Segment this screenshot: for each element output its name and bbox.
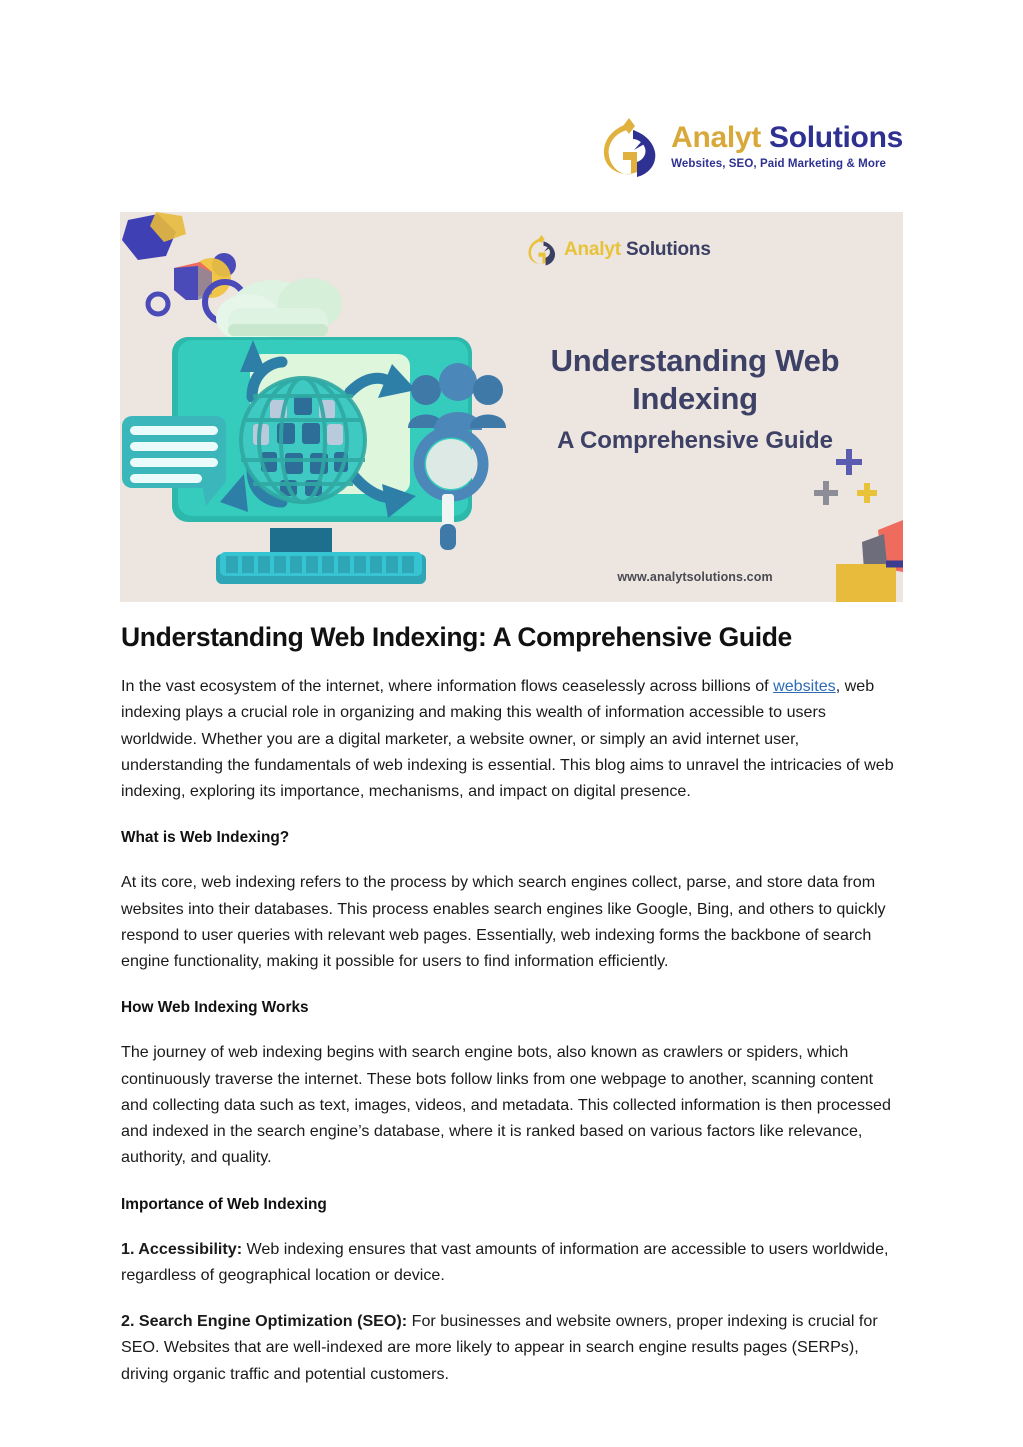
intro-paragraph: [121, 673, 903, 804]
banner-subheading: A Comprehensive Guide: [557, 426, 833, 454]
intro-text-part2: , web indexing plays a crucial role in organizing and making this wealth of information accessible to users worldwide. Whether you are a digital marketer, a website owner, or simply an avid internet user, understanding the fundamentals of web indexing is essential. This blog aims to unravel the intricacies of web indexing, exploring its importance, mechanisms, and impact on digital presence.: [121, 677, 894, 801]
importance-item-label: 2. Search Engine Optimization (SEO):: [121, 1312, 408, 1331]
section-body-how-web-indexing-works: The journey of web indexing begins with search engine bots, also known as crawlers or spiders, which continuously traverse the internet. These bots follow links from one webpage to another, scanning content and collecting data such as text, images, videos, and metadata. This collected information is then processed and indexed in the search engine’s database, where it is ranked based on various factors like relevance, authority, and quality.: [121, 1043, 891, 1167]
logo-title: [671, 123, 903, 153]
banner-heading-block: [510, 342, 880, 456]
article-body: [121, 622, 903, 1387]
importance-item-seo: [121, 1308, 903, 1387]
page-header-logo: [603, 116, 903, 178]
banner-logo: [528, 234, 711, 266]
banner-website-url: www.analytsolutions.com: [617, 570, 773, 584]
section-heading-what-is-web-indexing: What is Web Indexing?: [121, 829, 290, 847]
banner-logo-second: Solutions: [625, 239, 711, 260]
websites-link[interactable]: websites: [773, 677, 836, 696]
banner-logo-first: Analyt: [564, 239, 626, 260]
logo-tagline: Websites, SEO, Paid Marketing & More: [671, 158, 887, 171]
importance-item-body: Web indexing ensures that vast amounts of information are accessible to users worldwide, regardless of geographical location or device.: [121, 1239, 889, 1284]
logo-title-second: Solutions: [769, 121, 903, 155]
analyt-solutions-logo-icon: [528, 234, 558, 266]
importance-item-label: 1. Accessibility:: [121, 1239, 243, 1258]
section-body-what-is-web-indexing: At its core, web indexing refers to the process by which search engines collect, parse, and store data from websites into their databases. This process enables search engines like Google, Bing, and others to quickly respond to user queries with relevant web pages. Essentially, web indexing forms the backbone of search engine functionality, making it possible for users to find information efficiently.: [121, 873, 886, 971]
analyt-solutions-logo-icon: [603, 116, 661, 178]
banner-logo-text: [564, 239, 711, 261]
page-title: Understanding Web Indexing: A Comprehensive Guide: [121, 622, 792, 652]
intro-text-part1: In the vast ecosystem of the internet, where information flows ceaselessly across billions of: [121, 677, 774, 696]
importance-item-body: For businesses and website owners, proper indexing is crucial for SEO. Websites that are well-indexed are more likely to appear in search engine results pages (SERPs), driving organic traffic and potential customers.: [121, 1312, 878, 1383]
globe-icon: [241, 378, 365, 502]
logo-wordmark: [671, 123, 903, 171]
banner-heading-line1: Understanding Web: [550, 343, 840, 378]
section-heading-importance-of-web-indexing: Importance of Web Indexing: [121, 1195, 327, 1213]
section-heading-how-web-indexing-works: How Web Indexing Works: [121, 999, 309, 1017]
banner-heading-line2: Indexing: [632, 380, 758, 416]
importance-item-accessibility: [121, 1236, 903, 1288]
article-hero-banner: [120, 212, 903, 602]
logo-title-first: Analyt: [671, 121, 770, 155]
